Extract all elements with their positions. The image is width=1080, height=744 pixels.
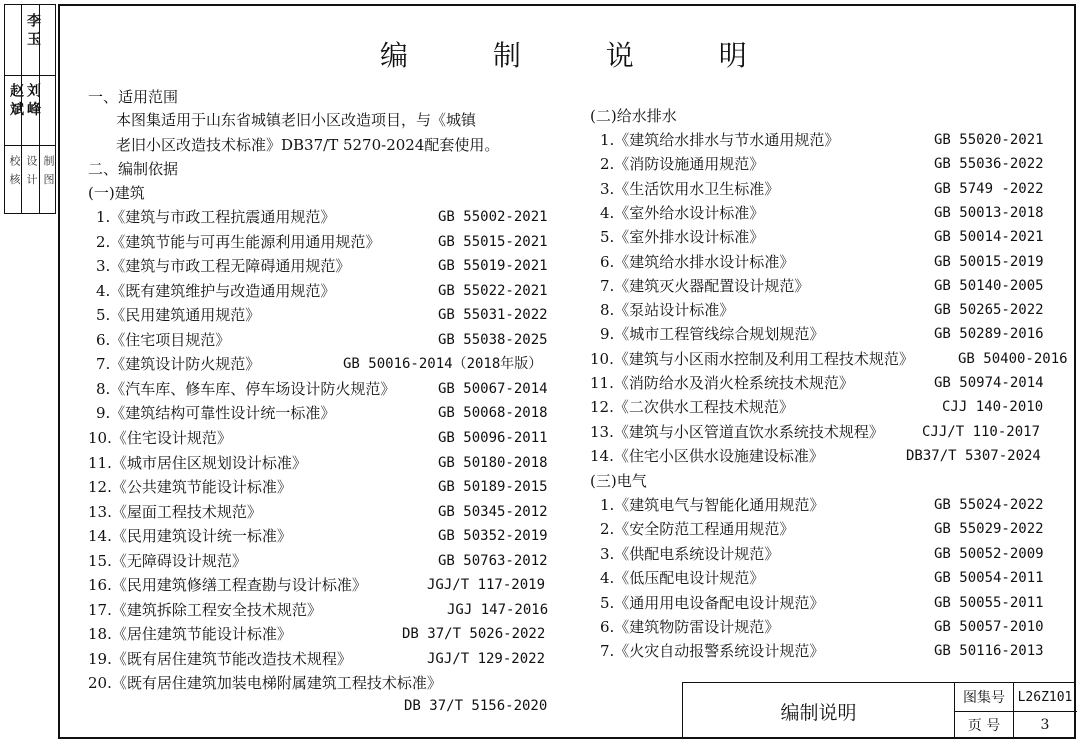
- standard-name: 7.《火灾自动报警系统设计规范》: [600, 642, 825, 661]
- standard-code: GB 50116-2013: [934, 643, 1044, 660]
- standard-name: 18.《居住建筑节能设计标准》: [88, 625, 292, 644]
- standard-code: GB 55038-2025: [438, 331, 548, 348]
- standard-code: GB 55019-2021: [438, 258, 548, 275]
- standard-name: 17.《建筑拆除工程安全技术规范》: [88, 600, 322, 619]
- page-value: 3: [1040, 717, 1050, 733]
- standard-name: 14.《住宅小区供水设施建设标准》: [590, 446, 824, 465]
- standard-name: 5.《民用建筑通用规范》: [96, 306, 261, 325]
- sign-label-design: 设 计: [25, 155, 38, 187]
- standard-code: GB 55024-2022: [934, 497, 1044, 513]
- standard-code: DB37/T 5307-2024: [906, 447, 1041, 464]
- standard-name: 20.《既有居住建筑加装电梯附属建筑工程技术标准》: [88, 674, 442, 693]
- standard-name: 6.《住宅项目规范》: [96, 330, 231, 349]
- signature-2: 赵 斌: [8, 83, 24, 116]
- standard-code: GB 50013-2018: [934, 204, 1044, 221]
- standard-name: 5.《通用用电设备配电设计规范》: [600, 593, 825, 612]
- standard-name: 4.《低压配电设计规范》: [600, 569, 765, 588]
- paragraph-line: 老旧小区改造技术标准》DB37/T 5270-2024配套使用。: [116, 136, 500, 154]
- standard-name: 1.《建筑与市政工程抗震通用规范》: [96, 208, 336, 226]
- atlas-label: 图集号: [963, 690, 1005, 706]
- standard-code: GB 50052-2009: [934, 545, 1044, 562]
- standard-name: 11.《消防给水及消火栓系统技术规范》: [590, 374, 854, 392]
- standard-code: GB 50265-2022: [934, 302, 1044, 319]
- standard-name: 6.《建筑给水排水设计标准》: [600, 252, 795, 271]
- standard-name: 10.《建筑与小区雨水控制及利用工程技术规范》: [590, 349, 914, 368]
- subsection-heading: (一)建筑: [88, 184, 145, 202]
- subsection-heading: (二)给水排水: [590, 107, 677, 125]
- standard-name: 4.《既有建筑维护与改造通用规范》: [96, 281, 336, 300]
- standard-code: GB 50180-2018: [438, 454, 548, 471]
- paragraph-line: 本图集适用于山东省城镇老旧小区改造项目，与《城镇: [116, 111, 477, 129]
- section-heading: 二、编制依据: [88, 160, 179, 178]
- standard-name: 1.《建筑电气与智能化通用规范》: [600, 496, 825, 514]
- standard-code: GB 50096-2011: [438, 429, 548, 446]
- standard-code: GB 55020-2021: [934, 132, 1044, 148]
- standard-name: 10.《住宅设计规范》: [88, 428, 232, 447]
- sign-label-check: 校 核: [8, 155, 21, 187]
- standard-name: 1.《建筑给水排水与节水通用规范》: [600, 131, 840, 149]
- standard-code: GB 50289-2016: [934, 326, 1044, 343]
- standard-code: GB 50068-2018: [438, 405, 548, 422]
- standard-code: CJJ 140-2010: [942, 399, 1044, 416]
- standard-name: 13.《屋面工程技术规范》: [88, 502, 262, 521]
- standard-code: GB 50055-2011: [934, 594, 1044, 611]
- standard-code: GB 50345-2012: [438, 503, 548, 520]
- standard-code: GB 50974-2014: [934, 375, 1044, 391]
- standard-name: 16.《民用建筑修缮工程查勘与设计标准》: [88, 576, 367, 595]
- standard-code: JGJ 147-2016: [447, 601, 549, 618]
- standard-code: GB 50352-2019: [438, 528, 548, 545]
- standard-name: 2.《建筑节能与可再生能源利用通用规范》: [96, 232, 381, 251]
- subsection-heading: (三)电气: [590, 472, 647, 490]
- standard-name: 12.《二次供水工程技术规范》: [590, 398, 794, 417]
- standard-code: GB 55022-2021: [438, 282, 548, 299]
- standard-name: 3.《供配电系统设计规范》: [600, 544, 780, 563]
- section-heading: 一、适用范围: [88, 88, 179, 106]
- standard-code: CJJ/T 110-2017: [922, 423, 1041, 440]
- standard-name: 7.《建筑灭火器配置设计规范》: [600, 276, 810, 295]
- standard-code: GB 50014-2021: [934, 229, 1044, 246]
- standard-name: 11.《城市居住区规划设计标准》: [88, 453, 307, 472]
- standard-code: GB 55015-2021: [438, 233, 548, 250]
- standard-name: 7.《建筑设计防火规范》: [96, 355, 261, 374]
- standard-name: 3.《生活饮用水卫生标准》: [600, 179, 780, 198]
- standard-code: GB 55029-2022: [934, 521, 1044, 538]
- standard-name: 8.《汽车库、修车库、停车场设计防火规范》: [96, 379, 396, 398]
- standard-name: 5.《室外排水设计标准》: [600, 228, 765, 247]
- standard-name: 13.《建筑与小区管道直饮水系统技术规程》: [590, 422, 884, 441]
- standard-code: GB 50057-2010: [934, 619, 1044, 635]
- standard-name: 19.《既有居住建筑节能改造技术规程》: [88, 649, 352, 668]
- signature-3: 刘 峰: [25, 83, 41, 116]
- standard-code: GB 50763-2012: [438, 552, 548, 569]
- signature-strip: [4, 4, 56, 214]
- standard-code: GB 50400-2016: [958, 350, 1068, 367]
- standard-code: GB 50016-2014（2018年版）: [343, 356, 543, 373]
- title-block: [682, 682, 1076, 739]
- atlas-value: L26Z101: [1017, 689, 1073, 705]
- standard-code: GB 5749 -2022: [934, 180, 1044, 197]
- standard-name: 15.《无障碍设计规范》: [88, 551, 247, 570]
- standard-name: 2.《消防设施通用规范》: [600, 155, 765, 174]
- standard-code: GB 50054-2011: [934, 570, 1044, 587]
- standard-code: GB 55031-2022: [438, 307, 548, 324]
- standard-name: 6.《建筑物防雷设计规范》: [600, 618, 780, 636]
- standard-name: 4.《室外给水设计标准》: [600, 203, 765, 222]
- standard-code: GB 50067-2014: [438, 380, 548, 397]
- standard-code: GB 50015-2019: [934, 253, 1044, 270]
- page-label: 页 号: [967, 718, 1001, 734]
- standard-code: GB 55002-2021: [438, 209, 548, 225]
- standard-name: 9.《建筑结构可靠性设计统一标准》: [96, 404, 336, 423]
- standard-name: 12.《公共建筑节能设计标准》: [88, 478, 292, 497]
- sign-label-draw: 制 图: [42, 155, 55, 187]
- standard-name: 8.《泵站设计标准》: [600, 301, 735, 320]
- standard-name: 9.《城市工程管线综合规划规范》: [600, 325, 825, 344]
- signature-1: 李 玉: [25, 13, 41, 46]
- standard-name: 2.《安全防范工程通用规范》: [600, 520, 795, 539]
- standard-code: DB 37/T 5026-2022: [402, 626, 546, 643]
- standard-code: JGJ/T 129-2022: [427, 650, 546, 667]
- page-title: 编 制 说 明: [380, 39, 785, 72]
- standard-code: DB 37/T 5156-2020: [404, 698, 548, 715]
- standard-name: 14.《民用建筑设计统一标准》: [88, 527, 292, 546]
- standard-name: 3.《建筑与市政工程无障碍通用规范》: [96, 257, 351, 276]
- title-block-name: 编制说明: [683, 683, 955, 739]
- standard-code: JGJ/T 117-2019: [427, 577, 546, 594]
- standard-code: GB 50140-2005: [934, 277, 1044, 294]
- standard-code: GB 50189-2015: [438, 479, 548, 496]
- standard-code: GB 55036-2022: [934, 156, 1044, 173]
